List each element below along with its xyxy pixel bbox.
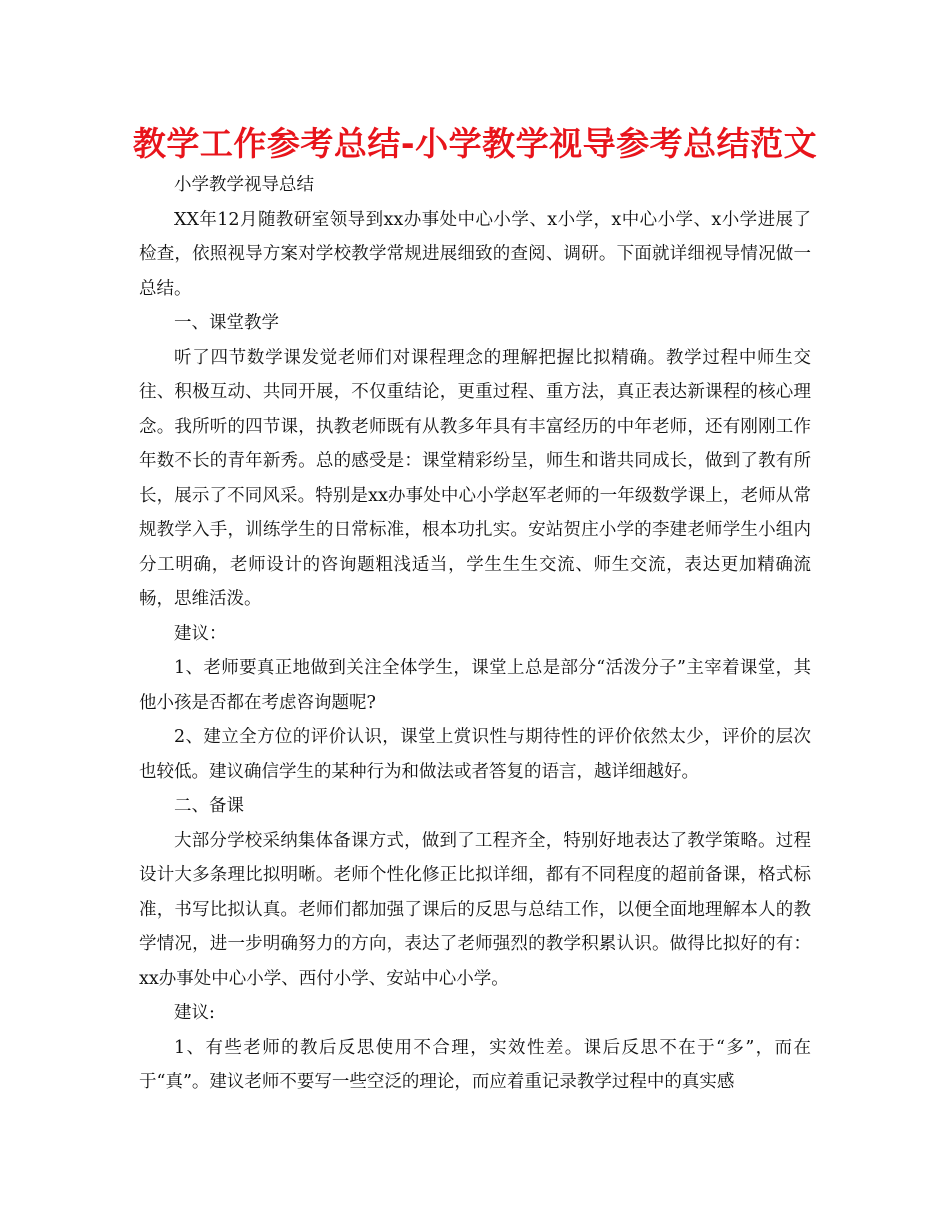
paragraph-lesson-prep: 大部分学校采纳集体备课方式，做到了工程齐全，特别好地表达了教学策略。过程设计大多条理比拟明晰。老师个性化修正比拟详细，都有不同程度的超前备课，格式标准，书写比拟认真。老师们都加强了课后的反思与总结工作，以便全面地理解本人的教学情况，进一步明确努力的方向，表达了老师强烈的教学积累认识。做得比拟好的有：xx办事处中心小学、西付小学、安站中心小学。 (139, 830, 811, 989)
paragraph-intro: XX年12月随教研室领导到xx办事处中心小学、x小学，x中心小学、x小学进展了检查，依照视导方案对学校教学常规进展细致的查阅、调研。下面就详细视导情况做一总结。 (139, 209, 811, 299)
suggestion-item-1: 1、老师要真正地做到关注全体学生，课堂上总是部分“活泼分子”主宰着课堂，其他小孩是否都在考虑咨询题呢? (139, 658, 811, 713)
paragraph-classroom-teaching: 听了四节数学课发觉老师们对课程理念的理解把握比拟精确。教学过程中师生交往、积极互动、共同开展，不仅重结论，更重过程、重方法，真正表达新课程的核心理念。我所听的四节课，执教老师既有从教多年具有丰富经历的中年老师，还有刚刚工作年数不长的青年新秀。总的感受是：课堂精彩纷呈，师生和谐共同成长，做到了教有所长，展示了不同风采。特别是xx办事处中心小学赵军老师的一年级数学课上，老师从常规教学入手，训练学生的日常标准，根本功扎实。安站贺庄小学的李建老师学生小组内分工明确，老师设计的咨询题粗浅适当，学生生生交流、师生交流，表达更加精确流畅，思维活泼。 (139, 347, 811, 609)
suggestion-item-2: 2、建立全方位的评价认识，课堂上赏识性与期待性的评价依然太少，评价的层次也较低。建议确信学生的某种行为和做法或者答复的语言，越详细越好。 (139, 727, 811, 782)
paragraph-subtitle: 小学教学视导总结 (174, 175, 314, 195)
section-heading-classroom-teaching: 一、课堂教学 (174, 313, 279, 333)
document-body (139, 168, 811, 1100)
section-heading-lesson-prep: 二、备课 (174, 796, 244, 816)
document-title: 教学工作参考总结-小学教学视导参考总结范文 (132, 124, 818, 163)
suggestion-heading-2: 建议: (174, 1003, 215, 1023)
suggestion-item-prep-1: 1、有些老师的教后反思使用不合理，实效性差。课后反思不在于“多”，而在于“真”。建议老师不要写一些空泛的理论，而应着重记录教学过程中的真实感 (139, 1037, 811, 1092)
suggestion-heading: 建议： (174, 623, 227, 644)
